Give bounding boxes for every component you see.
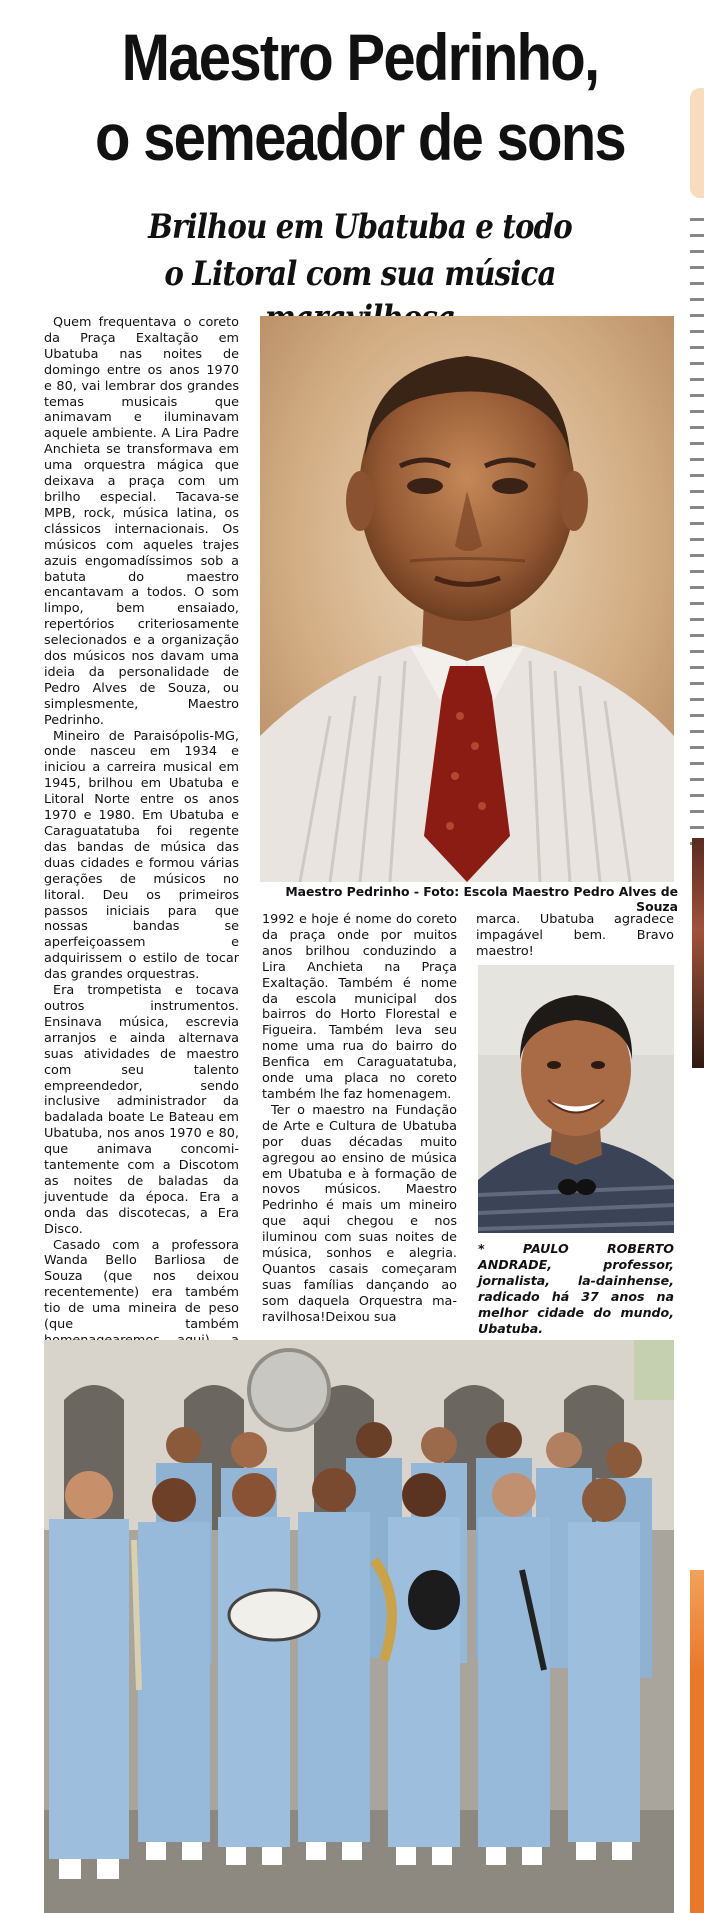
paragraph: 1992 e hoje é nome do coreto da praça onde por muitos anos brilhou conduzindo a Lira Anchieta na Praça Exaltação. Também é nome da escola municipal dos bairros do Horto Florestal e Figueira. Também leva seu nome uma rua do bairro do Benfica em Caraguatatuba, onde uma placa no coreto também lhe faz homenagem. — [262, 912, 457, 1102]
subheadline-line-2: o Litoral com sua música — [164, 254, 556, 294]
paragraph: Mineiro de Paraisópolis-MG, onde nasceu em 1934 e iniciou a carreira musical em 1945, brilhou em Ubatuba e Litoral Norte entre os anos 1970 e 1980. Em Ubatuba e Caraguatatuba foi regente das bandas de música das duas cidades e formou várias gerações de músicos no litoral. Deu os primeiros passos iniciais para que nossas bandas se aperfeiçoassem e adquirissem o estilo de tocar das grandes orquestras. — [44, 728, 239, 983]
article-column-middle — [262, 912, 457, 1326]
adjacent-page-box — [690, 88, 704, 198]
author-bio: * PAULO ROBERTO ANDRADE, professor, jornalista, la-dainhense, radicado há 37 anos na melhor cidade do mundo, Ubatuba. — [478, 1241, 674, 1336]
author-illustration — [478, 965, 674, 1233]
paragraph: marca. Ubatuba agradece impagável bem. Bravo maestro! — [476, 912, 674, 959]
paragraph: Quem frequentava o coreto da Praça Exaltação em Ubatuba nas noites de domingo entre os anos 1970 e 80, vai lembrar dos grandes temas musicais que animavam e iluminavam aquele ambiente. A Lira Padre Anchieta se transformava em uma orquestra mágica que deixava a praça com um brilho especial. Tacava-se MPB, rock, música latina, os clássicos internacionais. Os músicos com aqueles trajes azuis engomadíssimos sob a batuta do maestro encantavam a todos. O som limpo, bem ensaiado, repertórios criteriosamente selecionados e a organização dos músicos nos davam uma ideia da personalidade de Pedro Alves de Souza, ou simplesmente, Maestro Pedrinho. — [44, 315, 239, 728]
portrait-photo — [260, 316, 674, 882]
article-column-left — [44, 315, 239, 1381]
portrait-caption: Maestro Pedrinho - Foto: Escola Maestro Pedro Alves de Souza — [285, 884, 678, 914]
article-column-right — [476, 912, 674, 960]
subheadline-line-1: Brilhou em Ubatuba e todo — [148, 207, 572, 247]
paragraph: Ter o maestro na Fundação de Arte e Cultura de Ubatuba por duas décadas muito agregou ao ensino de música em Ubatuba e à formação de novos músicos. Maestro Pedrinho é mais um mineiro que aqui chegou e nos iluminou com suas noites de música, sonhos e alegria. Quantos casais começaram suas famílias dançando ao som daquela Orquestra ma-ravilhosa!Deixou sua — [262, 1102, 457, 1325]
band-illustration — [44, 1340, 674, 1913]
adjacent-page-orange-panel — [690, 1570, 704, 1913]
band-photo — [44, 1340, 674, 1913]
author-photo — [478, 965, 674, 1233]
portrait-illustration — [260, 316, 674, 882]
headline-line-1: Maestro Pedrinho, — [121, 20, 599, 94]
paragraph: Era trompetista e tocava outros instrumentos. Ensinava música, escrevia arranjos e ainda alternava suas atividades de maestro com seu talento empreendedor, sendo inclusive administrador da badalada boate Le Bateau em Ubatuba, nos anos 1970 e 80, que animava concomi-tantemente com a Discotom as noites de baladas da juventude da época. Era a onda das discotecas, a Era Disco. — [44, 983, 239, 1237]
paragraph: Casado com a professora Wanda Bello Barliosa de Souza (que nos deixou recentemente) era também tio de uma mineira de peso (que também — [44, 1237, 239, 1333]
adjacent-page-photo — [692, 838, 704, 1068]
headline-line-2: o semeador de sons — [95, 100, 625, 174]
adjacent-page-text — [690, 210, 704, 850]
